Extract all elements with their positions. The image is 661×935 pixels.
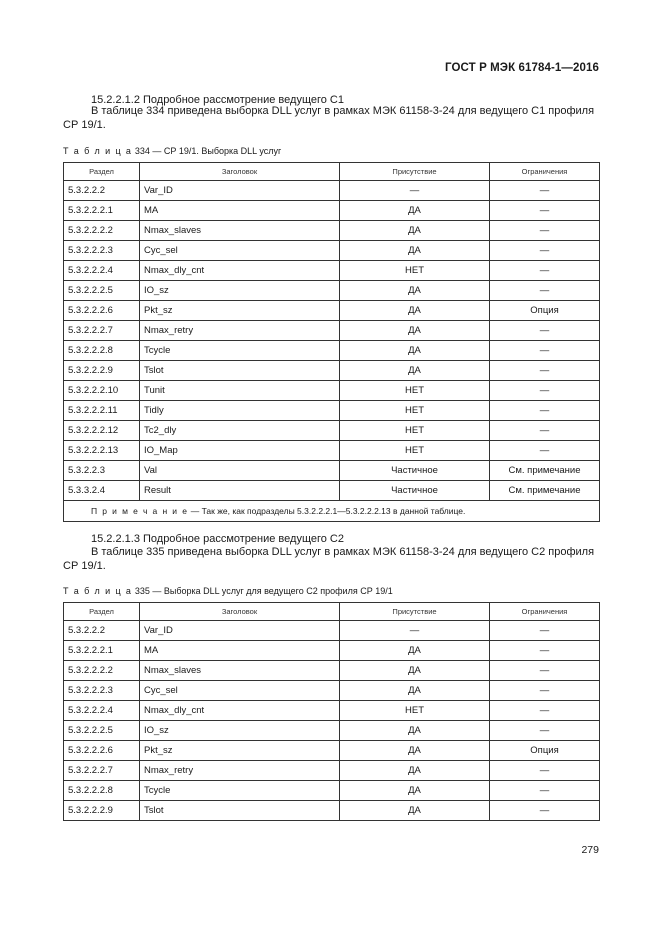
cell-restrictions: — (490, 801, 600, 821)
cell-section: 5.3.2.2.2.2 (64, 661, 140, 681)
cell-presence: ДА (340, 741, 490, 761)
cell-title: Result (140, 481, 340, 501)
cell-title: Tslot (140, 801, 340, 821)
table-row (64, 221, 600, 241)
table-row (64, 261, 600, 281)
cell-restrictions: — (490, 641, 600, 661)
cell-section: 5.3.2.2.2.1 (64, 201, 140, 221)
table-header-presence: Присутствие (340, 163, 490, 181)
cell-title: Nmax_slaves (140, 221, 340, 241)
table-row (64, 201, 600, 221)
cell-presence: ДА (340, 361, 490, 381)
cell-presence: ДА (340, 301, 490, 321)
table-header-row (64, 603, 600, 621)
cell-title: Pkt_sz (140, 301, 340, 321)
table-row (64, 621, 600, 641)
cell-restrictions: — (490, 241, 600, 261)
cell-section: 5.3.2.2.2 (64, 621, 140, 641)
cell-restrictions: — (490, 321, 600, 341)
cell-presence: ДА (340, 781, 490, 801)
cell-section: 5.3.2.2.2.11 (64, 401, 140, 421)
cell-title: Nmax_retry (140, 321, 340, 341)
table-row (64, 481, 600, 501)
cell-restrictions: См. примечание (490, 481, 600, 501)
cell-restrictions: Опция (490, 301, 600, 321)
cell-title: Nmax_dly_cnt (140, 701, 340, 721)
caption-text: 335 — Выборка DLL услуг для ведущего С2 профиля СР 19/1 (134, 586, 393, 596)
table-header-row (64, 163, 600, 181)
table-row (64, 321, 600, 341)
caption-text: 334 — СР 19/1. Выборка DLL услуг (134, 146, 282, 156)
cell-presence: ДА (340, 721, 490, 741)
cell-section: 5.3.2.2.2.5 (64, 281, 140, 301)
table-334-caption (63, 146, 281, 156)
cell-section: 5.3.2.2.2.6 (64, 741, 140, 761)
cell-section: 5.3.2.2.2.13 (64, 441, 140, 461)
table-335-caption (63, 586, 393, 596)
cell-presence: НЕТ (340, 421, 490, 441)
table-row (64, 761, 600, 781)
cell-title: Tunit (140, 381, 340, 401)
table-row (64, 801, 600, 821)
table-row (64, 701, 600, 721)
table-row (64, 341, 600, 361)
table-row (64, 641, 600, 661)
table-note (64, 501, 600, 522)
cell-section: 5.3.2.2.2.7 (64, 321, 140, 341)
section-paragraph-c2: В таблице 335 приведена выборка DLL услуг в рамках МЭК 61158-3-24 для ведущего С2 профиля СР 19/1. (63, 546, 595, 572)
table-row (64, 241, 600, 261)
cell-title: Tcycle (140, 341, 340, 361)
cell-restrictions: — (490, 681, 600, 701)
cell-restrictions: — (490, 201, 600, 221)
table-header-section: Раздел (64, 603, 140, 621)
cell-section: 5.3.2.2.2.3 (64, 681, 140, 701)
cell-section: 5.3.2.2.2.4 (64, 701, 140, 721)
page-number: 279 (581, 844, 599, 856)
cell-presence: — (340, 621, 490, 641)
note-label: П р и м е ч а н и е (91, 506, 189, 516)
cell-restrictions: — (490, 381, 600, 401)
document-code: ГОСТ Р МЭК 61784-1—2016 (445, 62, 599, 74)
cell-title: MA (140, 641, 340, 661)
table-row (64, 381, 600, 401)
cell-presence: ДА (340, 341, 490, 361)
caption-prefix: Т а б л и ц а (63, 146, 133, 156)
cell-restrictions: Опция (490, 741, 600, 761)
cell-presence: ДА (340, 661, 490, 681)
cell-title: Cyc_sel (140, 241, 340, 261)
cell-title: Nmax_retry (140, 761, 340, 781)
cell-presence: ДА (340, 801, 490, 821)
cell-restrictions: — (490, 181, 600, 201)
cell-section: 5.3.2.2.2.3 (64, 241, 140, 261)
note-text: — Так же, как подразделы 5.3.2.2.2.1—5.3.2.2.2.13 в данной таблице. (190, 506, 466, 516)
cell-restrictions: — (490, 401, 600, 421)
cell-presence: — (340, 181, 490, 201)
cell-presence: ДА (340, 241, 490, 261)
cell-title: Tcycle (140, 781, 340, 801)
cell-section: 5.3.2.2.2.12 (64, 421, 140, 441)
table-header-restrictions: Ограничения (490, 163, 600, 181)
cell-presence: НЕТ (340, 701, 490, 721)
cell-title: Val (140, 461, 340, 481)
cell-presence: ДА (340, 761, 490, 781)
cell-title: Tc2_dly (140, 421, 340, 441)
cell-title: Nmax_dly_cnt (140, 261, 340, 281)
cell-restrictions: — (490, 661, 600, 681)
table-334 (63, 162, 600, 522)
cell-presence: ДА (340, 321, 490, 341)
cell-title: Var_ID (140, 181, 340, 201)
cell-restrictions: См. примечание (490, 461, 600, 481)
cell-section: 5.3.2.2.2.6 (64, 301, 140, 321)
cell-section: 5.3.2.2.2 (64, 181, 140, 201)
cell-restrictions: — (490, 361, 600, 381)
table-row (64, 401, 600, 421)
caption-prefix: Т а б л и ц а (63, 586, 133, 596)
table-335 (63, 602, 600, 821)
table-row (64, 301, 600, 321)
table-header-title: Заголовок (140, 603, 340, 621)
cell-presence: Частичное (340, 481, 490, 501)
cell-title: MA (140, 201, 340, 221)
section-paragraph-c1: В таблице 334 приведена выборка DLL услуг в рамках МЭК 61158-3-24 для ведущего С1 профиля СР 19/1. (63, 105, 595, 131)
cell-restrictions: — (490, 781, 600, 801)
cell-restrictions: — (490, 421, 600, 441)
cell-title: IO_Map (140, 441, 340, 461)
cell-presence: НЕТ (340, 261, 490, 281)
table-row (64, 681, 600, 701)
table-row (64, 721, 600, 741)
cell-restrictions: — (490, 441, 600, 461)
table-header-restrictions: Ограничения (490, 603, 600, 621)
table-row (64, 281, 600, 301)
cell-restrictions: — (490, 341, 600, 361)
cell-section: 5.3.2.2.2.8 (64, 341, 140, 361)
table-row (64, 461, 600, 481)
cell-title: IO_sz (140, 721, 340, 741)
table-header-presence: Присутствие (340, 603, 490, 621)
table-row (64, 661, 600, 681)
cell-section: 5.3.2.2.2.8 (64, 781, 140, 801)
cell-title: Cyc_sel (140, 681, 340, 701)
cell-section: 5.3.3.2.4 (64, 481, 140, 501)
cell-restrictions: — (490, 721, 600, 741)
cell-presence: НЕТ (340, 401, 490, 421)
cell-section: 5.3.2.2.3 (64, 461, 140, 481)
cell-title: Var_ID (140, 621, 340, 641)
cell-title: Tslot (140, 361, 340, 381)
section-heading-c2: 15.2.2.1.3 Подробное рассмотрение ведущего С2 (91, 533, 344, 545)
table-row (64, 361, 600, 381)
table-row (64, 781, 600, 801)
cell-presence: НЕТ (340, 441, 490, 461)
cell-restrictions: — (490, 621, 600, 641)
cell-presence: Частичное (340, 461, 490, 481)
cell-section: 5.3.2.2.2.10 (64, 381, 140, 401)
cell-title: IO_sz (140, 281, 340, 301)
cell-presence: ДА (340, 221, 490, 241)
table-note-row (64, 501, 600, 522)
table-header-title: Заголовок (140, 163, 340, 181)
cell-title: Pkt_sz (140, 741, 340, 761)
cell-section: 5.3.2.2.2.2 (64, 221, 140, 241)
table-row (64, 421, 600, 441)
cell-presence: ДА (340, 681, 490, 701)
cell-presence: НЕТ (340, 381, 490, 401)
cell-restrictions: — (490, 221, 600, 241)
cell-section: 5.3.2.2.2.1 (64, 641, 140, 661)
table-row (64, 181, 600, 201)
section-heading-c1: 15.2.2.1.2 Подробное рассмотрение ведущего С1 (91, 94, 344, 106)
cell-restrictions: — (490, 761, 600, 781)
table-row (64, 441, 600, 461)
cell-section: 5.3.2.2.2.9 (64, 361, 140, 381)
cell-restrictions: — (490, 261, 600, 281)
cell-presence: ДА (340, 281, 490, 301)
cell-section: 5.3.2.2.2.4 (64, 261, 140, 281)
cell-presence: ДА (340, 201, 490, 221)
cell-title: Nmax_slaves (140, 661, 340, 681)
cell-section: 5.3.2.2.2.7 (64, 761, 140, 781)
cell-section: 5.3.2.2.2.5 (64, 721, 140, 741)
cell-presence: ДА (340, 641, 490, 661)
cell-section: 5.3.2.2.2.9 (64, 801, 140, 821)
cell-restrictions: — (490, 701, 600, 721)
cell-title: Tidly (140, 401, 340, 421)
table-row (64, 741, 600, 761)
table-header-section: Раздел (64, 163, 140, 181)
cell-restrictions: — (490, 281, 600, 301)
